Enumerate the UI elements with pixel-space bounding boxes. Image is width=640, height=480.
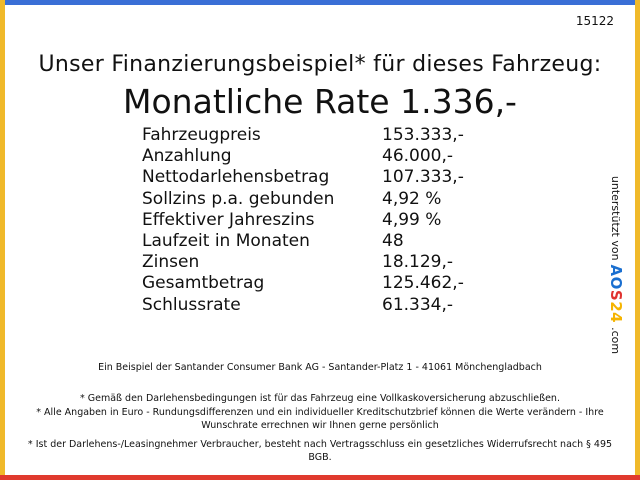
table-row [142,210,464,231]
row-label: Nettodarlehensbetrag [142,167,330,188]
row-label: Zinsen [142,252,200,273]
row-value: 18.129,- [382,252,454,273]
headline: Unser Finanzierungsbeispiel* für dieses Fahrzeug: [38,52,602,77]
table-row [142,252,464,273]
footnote: * Gemäß den Darlehensbedingungen ist für das Fahrzeug eine Vollkaskoversicherung abzuschließen. [80,393,560,404]
table-row [142,125,464,146]
table-row [142,295,464,316]
row-label: Fahrzeugpreis [142,125,261,145]
top-color-bar [0,0,640,5]
row-value: 4,99 % [382,209,442,230]
row-label: Laufzeit in Monaten [142,230,310,251]
monthly-rate-title: Monatliche Rate 1.336,- [123,82,517,121]
footnote: * Alle Angaben in Euro - Rundungsdifferenzen und ein individueller Kreditschutzbrief können die Werte verändern - Ihre Wunschrate errechnen wir Ihnen gerne persönlich [36,407,604,431]
bank-info: Ein Beispiel der Santander Consumer Bank AG - Santander-Platz 1 - 41061 Mönchengladbach [98,362,542,373]
table-row [142,231,464,252]
row-label: Anzahlung [142,146,232,167]
row-value: 153.333,- [382,125,464,145]
row-label: Gesamtbetrag [142,273,265,294]
table-row [142,189,464,210]
row-value: 48 [382,230,404,251]
sponsor-suffix: .com [609,327,623,355]
row-label: Effektiver Jahreszins [142,209,315,230]
reference-number: 15122 [575,14,614,28]
row-value: 61.334,- [382,294,454,315]
row-value: 107.333,- [382,167,464,188]
row-value: 4,92 % [382,188,442,209]
aos24-logo: AOS24 [607,264,625,324]
bottom-color-bar [0,475,640,480]
row-value: 125.462,- [382,273,464,294]
sponsor-credit [606,175,626,355]
row-label: Schlussrate [142,294,241,315]
row-value: 46.000,- [382,146,454,167]
financing-table [142,125,464,316]
table-row [142,273,464,294]
footnote: * Ist der Darlehens-/Leasingnehmer Verbraucher, besteht nach Vertragsschluss ein gesetzliches Widerrufsrecht nach § 495 BGB. [27,439,613,463]
row-label: Sollzins p.a. gebunden [142,188,335,209]
table-row [142,146,464,167]
sponsor-prefix: unterstützt von [609,175,623,261]
table-row [142,167,464,188]
